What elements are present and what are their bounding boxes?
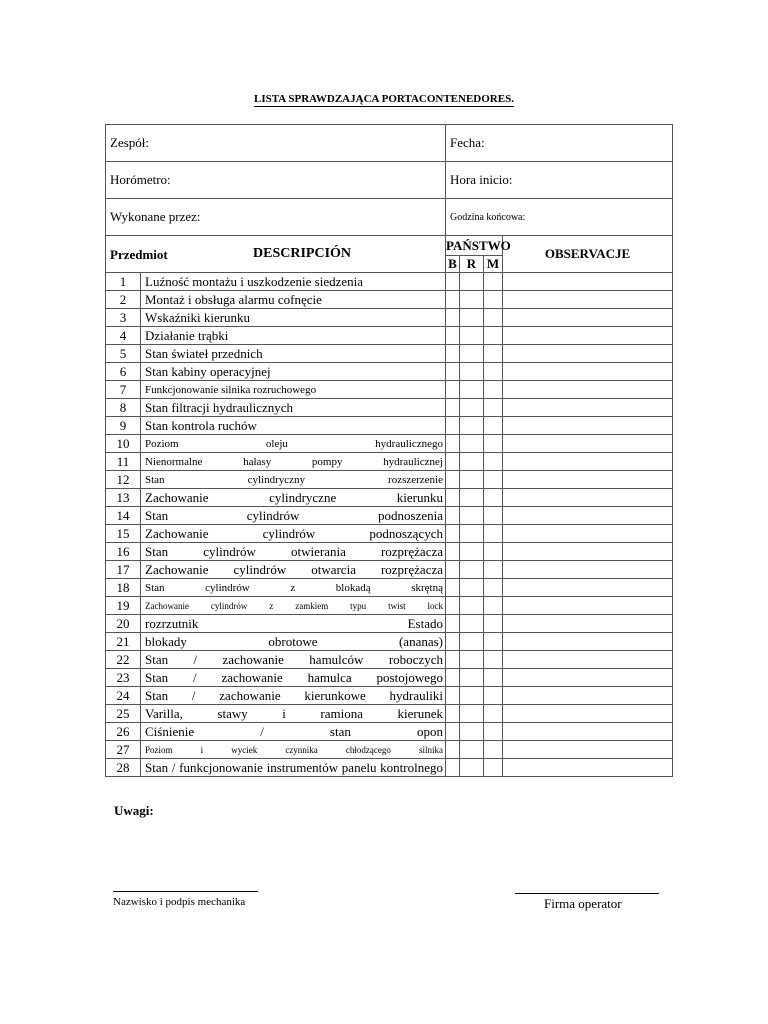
state-m-cell[interactable] (484, 561, 503, 579)
checklist-row (106, 615, 673, 633)
item-number: 24 (106, 687, 141, 705)
item-description: Varilla, stawy i ramiona kierunek (141, 705, 446, 723)
item-number: 22 (106, 651, 141, 669)
checklist-row (106, 345, 673, 363)
state-b-cell[interactable] (446, 399, 460, 417)
observations-cell[interactable] (503, 705, 673, 723)
state-r-cell[interactable] (460, 327, 484, 345)
item-number: 1 (106, 273, 141, 291)
checklist-row (106, 705, 673, 723)
state-column-header: PAŃSTWO (446, 236, 503, 256)
checklist-row (106, 291, 673, 309)
state-m-cell[interactable] (484, 327, 503, 345)
checklist-row (106, 453, 673, 471)
state-r-cell[interactable] (460, 579, 484, 597)
state-b-cell[interactable] (446, 327, 460, 345)
state-b-cell[interactable] (446, 669, 460, 687)
item-description: Stan filtracji hydraulicznych (141, 399, 446, 417)
item-description: Stan cylindrów otwierania rozprężacza (141, 543, 446, 561)
item-description: Działanie trąbki (141, 327, 446, 345)
header-row-hourmeter (106, 162, 673, 199)
state-m-cell[interactable] (484, 579, 503, 597)
state-r-cell[interactable] (460, 273, 484, 291)
state-r-cell[interactable] (460, 597, 484, 615)
observations-cell[interactable] (503, 741, 673, 759)
item-number: 28 (106, 759, 141, 777)
item-description-header (106, 236, 446, 273)
item-number: 16 (106, 543, 141, 561)
state-m-cell[interactable] (484, 633, 503, 651)
checklist-row (106, 525, 673, 543)
mechanic-signature-line (113, 891, 258, 892)
state-b-cell[interactable] (446, 273, 460, 291)
observations-cell[interactable] (503, 363, 673, 381)
state-m-cell[interactable] (484, 543, 503, 561)
item-number: 15 (106, 525, 141, 543)
observations-cell[interactable] (503, 633, 673, 651)
checklist-row (106, 309, 673, 327)
item-number: 3 (106, 309, 141, 327)
state-b-cell[interactable] (446, 417, 460, 435)
state-b-cell[interactable] (446, 489, 460, 507)
item-description: Stan świateł przednich (141, 345, 446, 363)
state-r-cell[interactable] (460, 417, 484, 435)
checklist-row (106, 633, 673, 651)
state-r-cell[interactable] (460, 615, 484, 633)
observations-column-header: OBSERVACJE (503, 236, 673, 273)
observations-cell[interactable] (503, 309, 673, 327)
state-r-cell[interactable] (460, 453, 484, 471)
item-number: 5 (106, 345, 141, 363)
state-b-cell[interactable] (446, 471, 460, 489)
state-m-cell[interactable] (484, 309, 503, 327)
state-m-cell[interactable] (484, 471, 503, 489)
checklist-row (106, 399, 673, 417)
checklist-row (106, 723, 673, 741)
item-description: rozrzutnik Estado (141, 615, 446, 633)
item-number: 12 (106, 471, 141, 489)
state-r-cell[interactable] (460, 741, 484, 759)
item-description: Zachowanie cylindrów z zamkiem typu twist lock (141, 597, 446, 615)
observations-cell[interactable] (503, 399, 673, 417)
observations-cell[interactable] (503, 543, 673, 561)
state-b-cell[interactable] (446, 561, 460, 579)
team-label: Zespół: (110, 135, 149, 150)
item-description: Stan / zachowanie hamulców roboczych (141, 651, 446, 669)
item-number: 4 (106, 327, 141, 345)
state-b-cell[interactable] (446, 543, 460, 561)
item-number: 17 (106, 561, 141, 579)
checklist-row (106, 381, 673, 399)
state-b-cell[interactable] (446, 579, 460, 597)
state-r-cell[interactable] (460, 687, 484, 705)
item-description: Stan cylindrów podnoszenia (141, 507, 446, 525)
item-description: Stan kabiny operacyjnej (141, 363, 446, 381)
state-r-cell[interactable] (460, 669, 484, 687)
state-m-cell[interactable] (484, 273, 503, 291)
observations-cell[interactable] (503, 381, 673, 399)
state-m-cell[interactable] (484, 687, 503, 705)
mechanic-signature-label: Nazwisko i podpis mechanika (113, 896, 246, 908)
checklist-row (106, 507, 673, 525)
state-r-cell[interactable] (460, 309, 484, 327)
end-time-field[interactable] (446, 199, 673, 236)
item-description: Wskaźniki kierunku (141, 309, 446, 327)
state-m-cell[interactable] (484, 489, 503, 507)
checklist-row (106, 471, 673, 489)
state-r-cell[interactable] (460, 633, 484, 651)
observations-cell[interactable] (503, 345, 673, 363)
observations-cell[interactable] (503, 759, 673, 777)
start-time-field[interactable] (446, 162, 673, 199)
checklist-row (106, 687, 673, 705)
item-number: 10 (106, 435, 141, 453)
state-r-cell[interactable] (460, 363, 484, 381)
state-r-cell[interactable] (460, 381, 484, 399)
item-description: Stan / funkcjonowanie instrumentów panelu kontrolnego (141, 759, 446, 777)
checklist-row (106, 597, 673, 615)
state-r-cell[interactable] (460, 471, 484, 489)
checklist-row (106, 759, 673, 777)
state-m-cell[interactable] (484, 381, 503, 399)
state-m-cell[interactable] (484, 507, 503, 525)
item-description: Zachowanie cylindrów otwarcia rozprężacza (141, 561, 446, 579)
item-column-header: Przedmiot (110, 247, 168, 262)
state-r-header: R (460, 256, 484, 273)
hourmeter-field[interactable] (106, 162, 446, 199)
state-b-cell[interactable] (446, 363, 460, 381)
description-column-header: DESCRIPCIÓN (253, 246, 352, 261)
state-r-cell[interactable] (460, 525, 484, 543)
state-m-header: M (484, 256, 503, 273)
observations-cell[interactable] (503, 525, 673, 543)
state-b-cell[interactable] (446, 291, 460, 309)
observations-cell[interactable] (503, 615, 673, 633)
item-description: Stan / zachowanie kierunkowe hydrauliki (141, 687, 446, 705)
item-number: 13 (106, 489, 141, 507)
state-b-cell[interactable] (446, 759, 460, 777)
state-r-cell[interactable] (460, 291, 484, 309)
state-m-cell[interactable] (484, 525, 503, 543)
state-m-cell[interactable] (484, 345, 503, 363)
checklist-row (106, 273, 673, 291)
operator-signature-label: Firma operator (544, 896, 622, 911)
state-b-header: B (446, 256, 460, 273)
item-description: Luźność montażu i uszkodzenie siedzenia (141, 273, 446, 291)
checklist-table (105, 124, 673, 777)
checklist-row (106, 327, 673, 345)
state-r-cell[interactable] (460, 705, 484, 723)
item-number: 19 (106, 597, 141, 615)
state-m-cell[interactable] (484, 417, 503, 435)
state-b-cell[interactable] (446, 651, 460, 669)
checklist-row (106, 363, 673, 381)
state-b-cell[interactable] (446, 309, 460, 327)
observations-cell[interactable] (503, 453, 673, 471)
state-r-cell[interactable] (460, 345, 484, 363)
checklist-row (106, 543, 673, 561)
observations-cell[interactable] (503, 489, 673, 507)
state-b-cell[interactable] (446, 705, 460, 723)
state-m-cell[interactable] (484, 615, 503, 633)
item-number: 25 (106, 705, 141, 723)
state-r-cell[interactable] (460, 399, 484, 417)
state-b-cell[interactable] (446, 525, 460, 543)
state-r-cell[interactable] (460, 435, 484, 453)
item-description: Zachowanie cylindrów podnoszących (141, 525, 446, 543)
header-row-done-by (106, 199, 673, 236)
item-description: Poziom i wyciek czynnika chłodzącego silnika (141, 741, 446, 759)
date-label: Fecha: (450, 135, 485, 150)
state-m-cell[interactable] (484, 741, 503, 759)
item-number: 18 (106, 579, 141, 597)
state-m-cell[interactable] (484, 723, 503, 741)
item-number: 27 (106, 741, 141, 759)
state-r-cell[interactable] (460, 543, 484, 561)
state-m-cell[interactable] (484, 291, 503, 309)
state-r-cell[interactable] (460, 759, 484, 777)
item-description: Zachowanie cylindryczne kierunku (141, 489, 446, 507)
item-number: 20 (106, 615, 141, 633)
item-number: 7 (106, 381, 141, 399)
state-r-cell[interactable] (460, 507, 484, 525)
state-b-cell[interactable] (446, 381, 460, 399)
item-description: Nienormalne hałasy pompy hydraulicznej (141, 453, 446, 471)
state-b-cell[interactable] (446, 345, 460, 363)
observations-cell[interactable] (503, 417, 673, 435)
state-m-cell[interactable] (484, 597, 503, 615)
item-number: 9 (106, 417, 141, 435)
checklist-row (106, 741, 673, 759)
checklist-row (106, 651, 673, 669)
date-field[interactable] (446, 125, 673, 162)
item-description: Ciśnienie / stan opon (141, 723, 446, 741)
checklist-row (106, 579, 673, 597)
state-m-cell[interactable] (484, 435, 503, 453)
observations-cell[interactable] (503, 507, 673, 525)
state-b-cell[interactable] (446, 615, 460, 633)
item-number: 21 (106, 633, 141, 651)
state-m-cell[interactable] (484, 759, 503, 777)
item-number: 11 (106, 453, 141, 471)
state-m-cell[interactable] (484, 453, 503, 471)
checklist-row (106, 489, 673, 507)
state-r-cell[interactable] (460, 561, 484, 579)
team-field[interactable] (106, 125, 446, 162)
document-title: LISTA SPRAWDZAJĄCA PORTACONTENEDORES. (254, 93, 514, 105)
item-description: Stan / zachowanie hamulca postojowego (141, 669, 446, 687)
checklist-row (106, 561, 673, 579)
item-description: Funkcjonowanie silnika rozruchowego (141, 381, 446, 399)
state-b-cell[interactable] (446, 597, 460, 615)
item-description: blokady obrotowe (ananas) (141, 633, 446, 651)
operator-signature-line (515, 893, 659, 894)
column-header-row (106, 236, 673, 256)
state-r-cell[interactable] (460, 489, 484, 507)
observations-cell[interactable] (503, 435, 673, 453)
item-description: Stan kontrola ruchów (141, 417, 446, 435)
done-by-field[interactable] (106, 199, 446, 236)
observations-cell[interactable] (503, 579, 673, 597)
item-description: Stan cylindrów z blokadą skrętną (141, 579, 446, 597)
state-b-cell[interactable] (446, 633, 460, 651)
observations-cell[interactable] (503, 561, 673, 579)
checklist-row (106, 417, 673, 435)
observations-cell[interactable] (503, 687, 673, 705)
item-number: 6 (106, 363, 141, 381)
checklist-row (106, 669, 673, 687)
item-description: Stan cylindryczny rozszerzenie (141, 471, 446, 489)
state-b-cell[interactable] (446, 687, 460, 705)
observations-cell[interactable] (503, 597, 673, 615)
state-b-cell[interactable] (446, 723, 460, 741)
observations-cell[interactable] (503, 669, 673, 687)
item-description: Montaż i obsługa alarmu cofnęcie (141, 291, 446, 309)
item-number: 14 (106, 507, 141, 525)
state-m-cell[interactable] (484, 669, 503, 687)
observations-cell[interactable] (503, 651, 673, 669)
observations-cell[interactable] (503, 291, 673, 309)
hourmeter-label: Horómetro: (110, 172, 171, 187)
item-number: 2 (106, 291, 141, 309)
item-number: 26 (106, 723, 141, 741)
observations-cell[interactable] (503, 723, 673, 741)
item-description: Poziom oleju hydraulicznego (141, 435, 446, 453)
state-b-cell[interactable] (446, 507, 460, 525)
checklist-row (106, 435, 673, 453)
state-m-cell[interactable] (484, 363, 503, 381)
remarks-label: Uwagi: (114, 803, 154, 818)
state-m-cell[interactable] (484, 705, 503, 723)
state-b-cell[interactable] (446, 435, 460, 453)
observations-cell[interactable] (503, 273, 673, 291)
item-number: 23 (106, 669, 141, 687)
state-b-cell[interactable] (446, 453, 460, 471)
header-row-team (106, 125, 673, 162)
state-b-cell[interactable] (446, 741, 460, 759)
state-r-cell[interactable] (460, 723, 484, 741)
observations-cell[interactable] (503, 471, 673, 489)
state-r-cell[interactable] (460, 651, 484, 669)
state-m-cell[interactable] (484, 399, 503, 417)
end-time-label: Godzina końcowa: (450, 211, 526, 223)
done-by-label: Wykonane przez: (110, 209, 201, 224)
item-number: 8 (106, 399, 141, 417)
start-time-label: Hora inicio: (450, 172, 513, 187)
state-m-cell[interactable] (484, 651, 503, 669)
observations-cell[interactable] (503, 327, 673, 345)
